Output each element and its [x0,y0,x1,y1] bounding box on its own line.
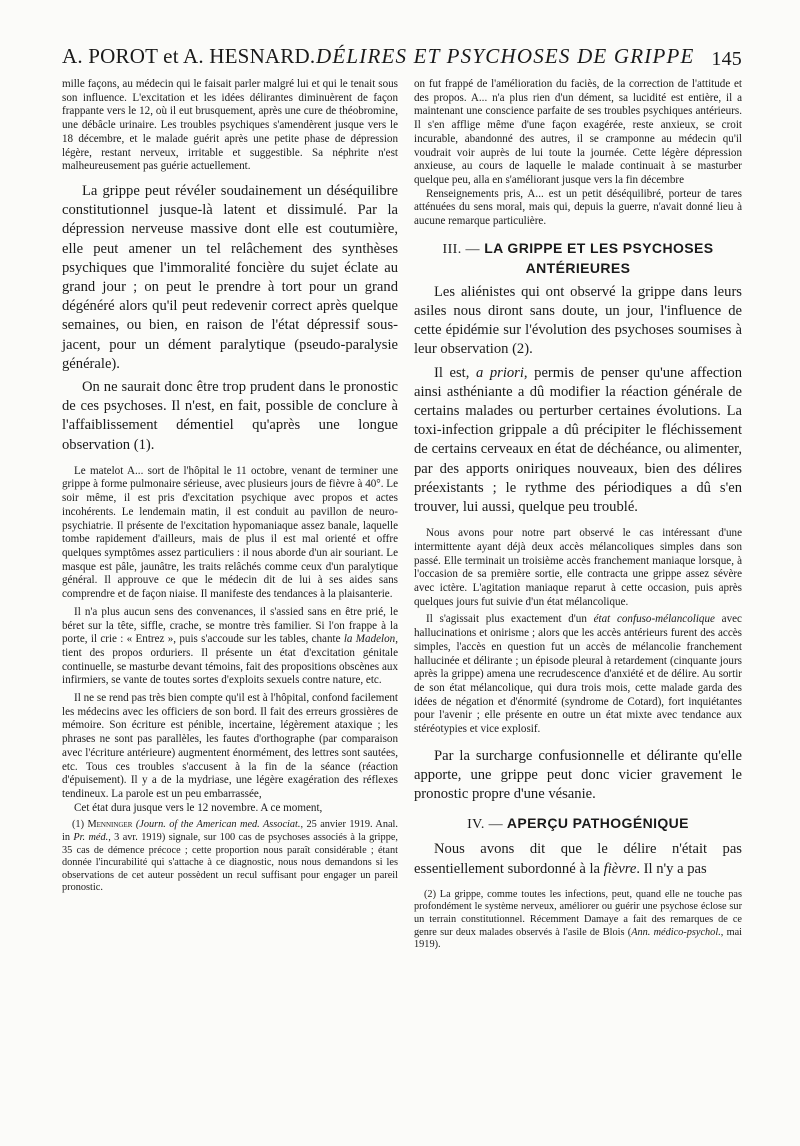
body-paragraph-iii-2 [414,364,742,518]
body-paragraph-3: On ne saurait donc être trop prudent dans le pronostic de ces psychoses. Il n'est, en fait, possible de conclure à l'affaiblissement démentiel qu'après une longue observation (1). [62,378,398,453]
fn2-journal: Ann. médico-psychol. [631,926,721,938]
right-column [414,78,742,952]
a-priori: a priori [475,364,524,381]
section-iv-title: APERÇU PATHOGÉNIQUE [503,815,689,832]
fn1-journal: (Journ. of the American med. Associat. [132,819,301,831]
header-authors: A. POROT et A. HESNARD. [62,44,316,68]
section-iii-title: LA GRIPPE ET LES PSYCHOSES ANTÉRIEURES [479,239,714,276]
case-continuation: on fut frappé de l'amélioration du faciès, de la correction de l'attitude et des propos. A... n'a plus rien d'un dément, sa lucidité est entière, il a maintenant une conscience parfaite de ses troubles psychiques antérieurs. Il s'en afflige même d'une façon exagérée, reste anxieux, se croit incurable, abandonné des autres, il se cramponne au médecin qu'il voudrait voir auprès de lui toute la journée. Cette légère dépression anxieuse, au cours de laquelle le malade continuait à se masturber quelque peu, alla en s'améliorant jusque vers la fin décembre [414,78,742,186]
p4-text-b: , permis de penser qu'une affection ainsi asthéniante a dû modifier la réaction générale de certains malades ou perturber certaines évolutions. La toxi-infection grippale a dû précipiter le fléchissement de certains cerveaux en état de déchéance, ou alimenter, par des apports oniriques nouveaux, bien des délires préexistants ; le rythme des périodiques a dû s'en trouver, lui aussi, quelque peu troublé. [414,364,742,515]
case-paragraph-5 [62,606,398,688]
p4-text-a: Il est, [434,364,476,381]
body-paragraph-2: La grippe peut révéler soudainement un déséquilibre constitutionnel jusque-là latent et dissimulé. Par la dépression nerveuse massive dont elle est coutumière, elle peut amener un tel relâchement des synthèses psychiques que l'immoralité foncière du sujet éclate au grand jour ; on peut le prendre à tort pour un grand dégénéré alors qu'il peut redevenir correct après quelque semaines, ou bien, en raison de l'état dépressif sous-jacent, pour un dément paralytique (pseudo-paralysie générale). [62,182,398,372]
section-iv-number: IV. — [467,817,504,833]
p8-text-b: . Il n'y a pas [636,860,707,877]
case-paragraph-4: Le matelot A... sort de l'hôpital le 11 octobre, venant de terminer une grippe à forme pulmonaire sérieuse, avec plusieurs jours de fièvre à 40°. Le soir même, il est pris d'excitation psychique avec propos et actes incohérents. Le lendemain matin, il est conduit au pavillon de neuro-psychiatrie. Il présente de l'excitation hypomaniaque assez banale, laquelle tombe rapidement d'ailleurs, mais de plus il est mal orienté et offre quelques symptômes assez particuliers : il nous aborde d'un air souriant. Le masque est pâle, jaunâtre, les traits relâchés comme ceux d'un paralytique général. Il approuve ce que le médecin dit de lui à ses aides sans comprendre et de façon niaise. Il manifeste des tendances à la plaisanterie. [62,464,398,601]
section-iii-number: III. — [442,241,480,257]
header-title: DÉLIRES ET PSYCHOSES DE GRIPPE [316,44,695,68]
etat-confuso: état confuso-mélancolique [593,613,715,626]
case-information: Renseignements pris, A... est un petit déséquilibré, porteur de tares atténuées du sens moral, mais qui, depuis la guerre, n'avait donné lieu à aucune remarque particulière. [414,187,742,228]
body-paragraph-iii-1: Les aliénistes qui ont observé la grippe dans leurs asiles nous diront sans doute, un jour, l'influence de cette épidémie sur l'évolution des psychoses soumises à leur observation (2). [414,283,742,358]
footnote-1 [62,819,398,895]
fn1-text-a: , 25 anvier 1919. Anal. in [62,819,398,843]
p6-text-b: avec hallucinations et onirisme ; alors que les accès antérieurs furent des accès simples, l'accès en question fut un accès de mélancolie franchement hallucinée et délirante ; un épisode pleural à retardement (cinquante jours après la grippe) amena une recrudescence d'anxiété et de délire. Au sortir de son état mélancolique, qui dura trois mois, cette malade garda des idées de négation et d'énormité (syndrome de Cotard), fort inquiétantes pour l'avenir ; elle présente en outre un état mixte avec tendance aux stéréotypies et vice explosif. [414,613,742,736]
song-title: la Madelon [343,633,396,646]
p6-text-a: Il s'agissait plus exactement d'un [426,613,594,626]
footnote-2 [414,889,742,952]
p8-text-a: Nous avons dit que le délire n'était pas essentiellement subordonné à la [414,841,742,877]
body-paragraph-iv-1 [414,840,742,878]
case-paragraph-7: Cet état dura jusque vers le 12 novembre. A ce moment, [74,801,323,814]
fn1-author: Menninger [87,819,133,831]
fn2-text-b: , mai 1919). [414,926,743,951]
fn2-text-a: (2) La grippe, comme toutes les infections, peut, quand elle ne touche pas profondément le système nerveux, améliorer ou guérir une psychose éclose sur un terrain constitutionnel. Récemment Damaye a fait des remarques de ce genre sur deux malades observés à l'asile de Blois ( [414,888,742,938]
left-column [62,78,398,895]
fn1-pr-med: Pr. méd. [73,831,109,843]
body-paragraph-iii-3: Par la surcharge confusionnelle et délirante qu'elle apporte, une grippe peut donc vicier gravement le pronostic propre d'une vésanie. [414,747,742,803]
fn1-text-b: , 3 avr. 1919) signale, sur 100 cas de psychoses associés à la grippe, 35 cas de démence précoce ; cette proportion nous paraît considérable ; étant donnée l'incurabilité qui s'attache à ce diagnostic, nous nous demandons si les observations de cet auteur possèdent un recul suffisant pour engager un pareil pronostic. [62,831,398,894]
section-heading-iv [414,814,742,834]
case-paragraph-confuso [414,613,742,736]
section-heading-iii [414,239,742,277]
fievre: fièvre [603,860,637,877]
fn1-mark: (1) [72,819,88,831]
running-header [62,40,742,72]
case-paragraph-1: mille façons, au médecin qui le faisait parler malgré lui et qui le tenait sous son influence. L'excitation et les idées délirantes diminuèrent de façon frappante vers le 12, où il eut brusquement, après une cure de théobromine, une débâcle urinaire. Les troubles psychiques s'amendèrent jusque vers le 18 décembre, et le malade guérit après une petite phase de dépression légère, restant nerveux, irritable et suggestible. Sa néphrite n'est malheureusement pas guérie actuellement. [62,78,398,173]
p5-text-a: Il n'a plus aucun sens des convenances, il s'assied sans en être prié, le béret sur la tête, siffle, crache, se montre très familier. Si l'on frappe à la porte, il crie : « Entrez », puis s'accoude sur les tables, chante [62,605,398,646]
case-paragraph-6: Il ne se rend pas très bien compte qu'il est à l'hôpital, confond facilement les médecins avec les officiers de son bord. Il fait des erreurs grossières de mémoire. Son écriture est pénible, incertaine, légèrement ataxique ; les phrases ne sont pas parallèles, les fautes d'orthographe (par comparaison avec l'écriture antérieure) augmentent énormément, des lettres sont sautées, etc. Tous ces troubles s'accusent à la fin de la séance (réaction d'épuisement). Il y a de la mydriase, une légère exagération des réflexes tendineux. La parole est un peu embarrassée, [62,692,398,800]
p5-text-b: , tient des propos orduriers. Il présente un état d'excitation génitale continuelle, se masturbe devant témoins, fait des propositions obscènes aux infirmiers, se vante de toutes sortes d'exploits sexuels contre nature, etc. [62,633,398,687]
case-paragraph-intermittente: Nous avons pour notre part observé le cas intéressant d'une intermittente ayant déjà deux accès mélancoliques simples dans son passé. Elle terminait un troisième accès franchement maniaque lorsque, à l'occasion de sa première sortie, elle contracta une grippe assez sévère avec ictère. L'agitation maniaque reparut à cette occasion, puis après quelques jours fut suivie d'un état mélancolique. [414,527,742,608]
page-number: 145 [711,48,742,70]
